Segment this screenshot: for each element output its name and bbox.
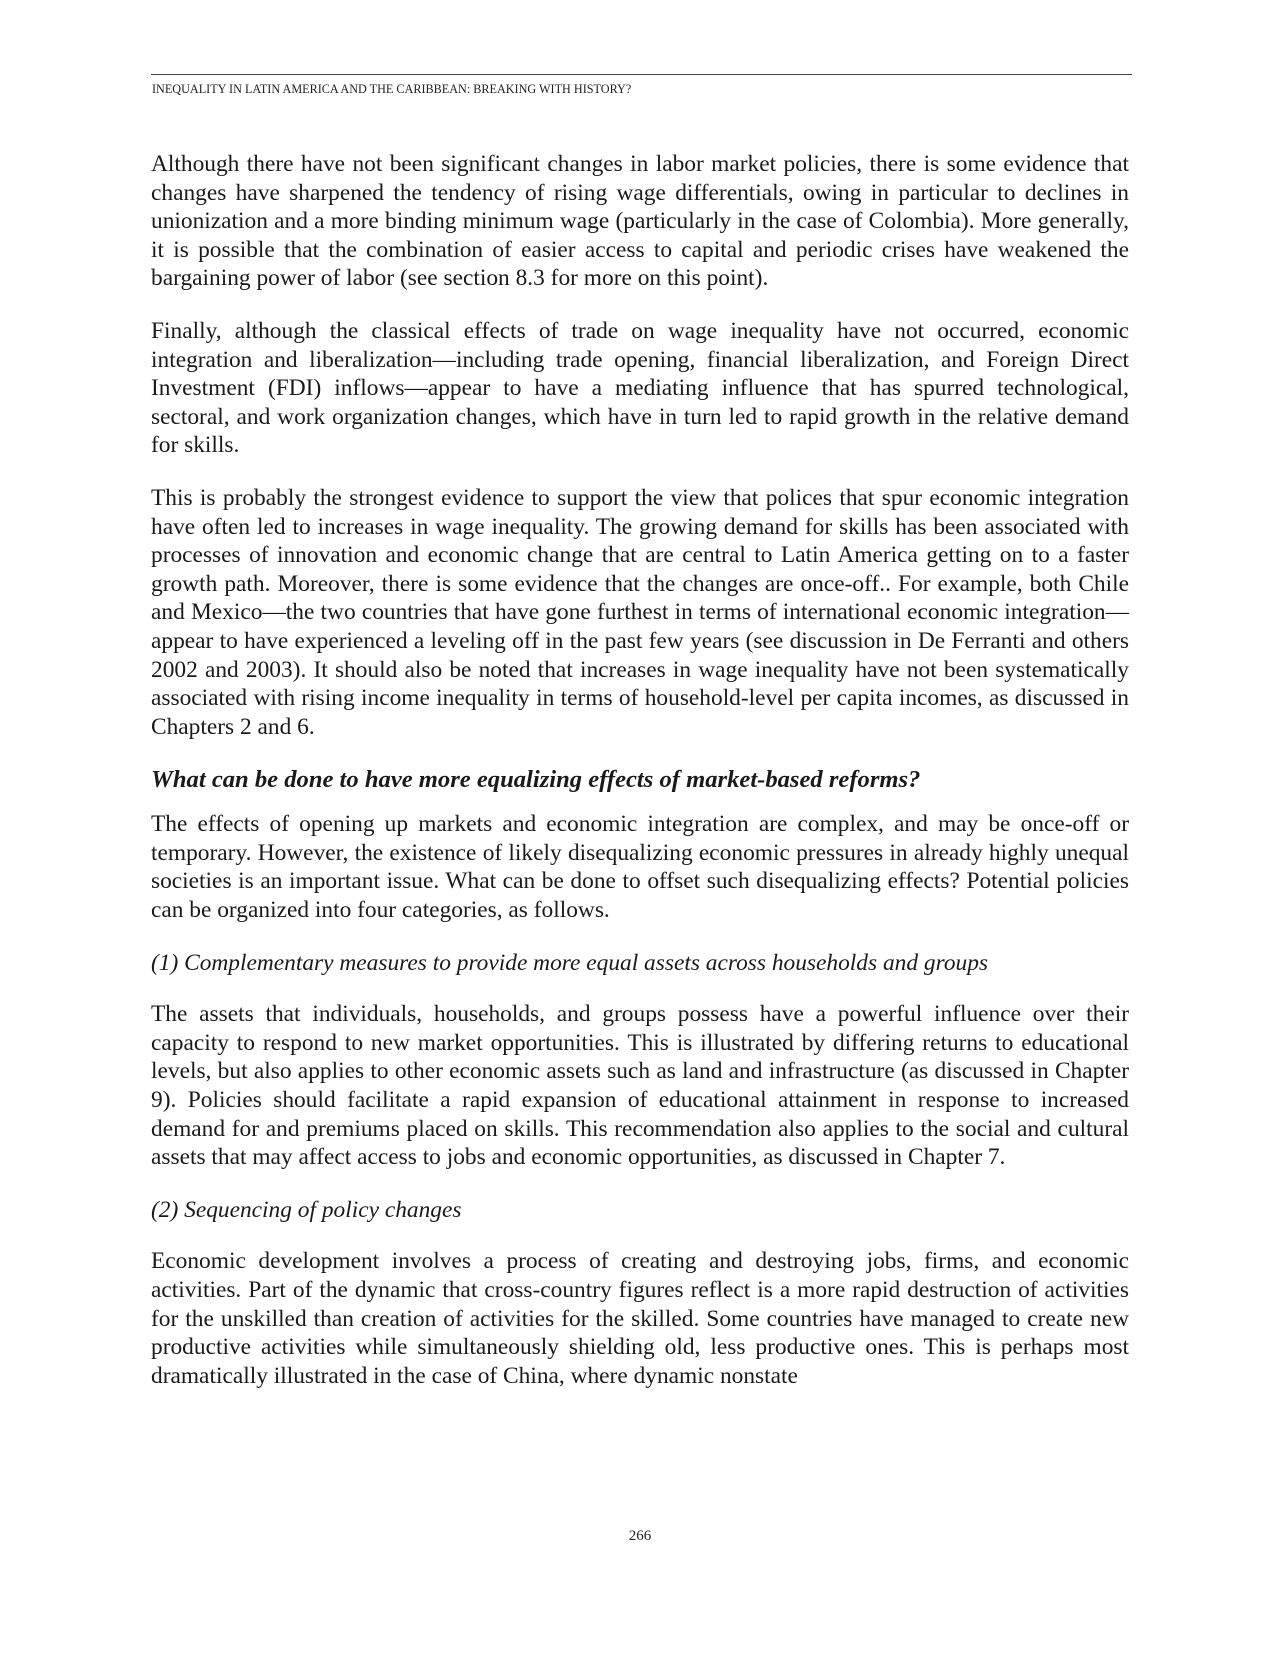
page-number: 266 — [628, 1528, 652, 1544]
section-heading: What can be done to have more equalizing effects of market-based reforms? — [151, 766, 921, 794]
page-body — [151, 150, 1129, 1414]
paragraph-economic-development: Economic development involves a process of creating and destroying jobs, firms, and economic activities. Part of the dynamic that cross-country figures reflect is a more rapid destruction of activities for the unskilled than creation of activities for the skilled. Some countries have managed to create new productive activities while simultaneously shielding old, less productive ones. This is perhaps most dramatically illustrated in the case of China, where dynamic nonstate — [151, 1248, 1129, 1389]
subheading-complementary-measures: (1) Complementary measures to provide more equal assets across households and groups — [151, 949, 989, 976]
paragraph-opening-markets: The effects of opening up markets and economic integration are complex, and may be once-off or temporary. However, the existence of likely disequalizing economic pressures in already highly unequal societies is an important issue. What can be done to offset such disequalizing effects? Potential policies can be organized into four categories, as follows. — [151, 811, 1129, 924]
paragraph-assets: The assets that individuals, households, and groups possess have a powerful influence over their capacity to respond to new market opportunities. This is illustrated by differing returns to educational levels, but also applies to other economic assets such as land and infrastructure (as discussed in Chapter 9). Policies should facilitate a rapid expansion of educational attainment in response to increased demand for and premiums placed on skills. This recommendation also applies to the social and cultural assets that may affect access to jobs and economic opportunities, as discussed in Chapter 7. — [151, 1001, 1129, 1171]
running-header: INEQUALITY IN LATIN AMERICA AND THE CARIBBEAN: BREAKING WITH HISTORY? — [152, 82, 632, 96]
paragraph-labor-market: Although there have not been significant changes in labor market policies, there is some evidence that changes have sharpened the tendency of rising wage differentials, owing in particular to declines in unionization and a more binding minimum wage (particularly in the case of Colombia). More generally, it is possible that the combination of easier access to capital and periodic crises have weakened the bargaining power of labor (see section 8.3 for more on this point). — [151, 151, 1129, 292]
paragraph-trade-effects: Finally, although the classical effects of trade on wage inequality have not occurred, economic integration and liberalization—including trade opening, financial liberalization, and Foreign Direct Investment (FDI) inflows—appear to have a mediating influence that has spurred technological, sectoral, and work organization changes, which have in turn led to rapid growth in the relative demand for skills. — [151, 317, 1129, 459]
header-rule — [151, 74, 1132, 75]
paragraph-strongest-evidence: This is probably the strongest evidence to support the view that polices that spur economic integration have often led to increases in wage inequality. The growing demand for skills has been associated with processes of innovation and economic change that are central to Latin America getting on to a faster growth path. Moreover, there is some evidence that the changes are once-off.. For example, both Chile and Mexico—the two countries that have gone furthest in terms of international economic integration—appear to have experienced a leveling off in the past few years (see discussion in De Ferranti and others 2002 and 2003). It should also be noted that increases in wage inequality have not been systematically associated with rising income inequality in terms of household-level per capita incomes, as discussed in Chapters 2 and 6. — [151, 484, 1129, 740]
subheading-sequencing: (2) Sequencing of policy changes — [151, 1196, 462, 1223]
